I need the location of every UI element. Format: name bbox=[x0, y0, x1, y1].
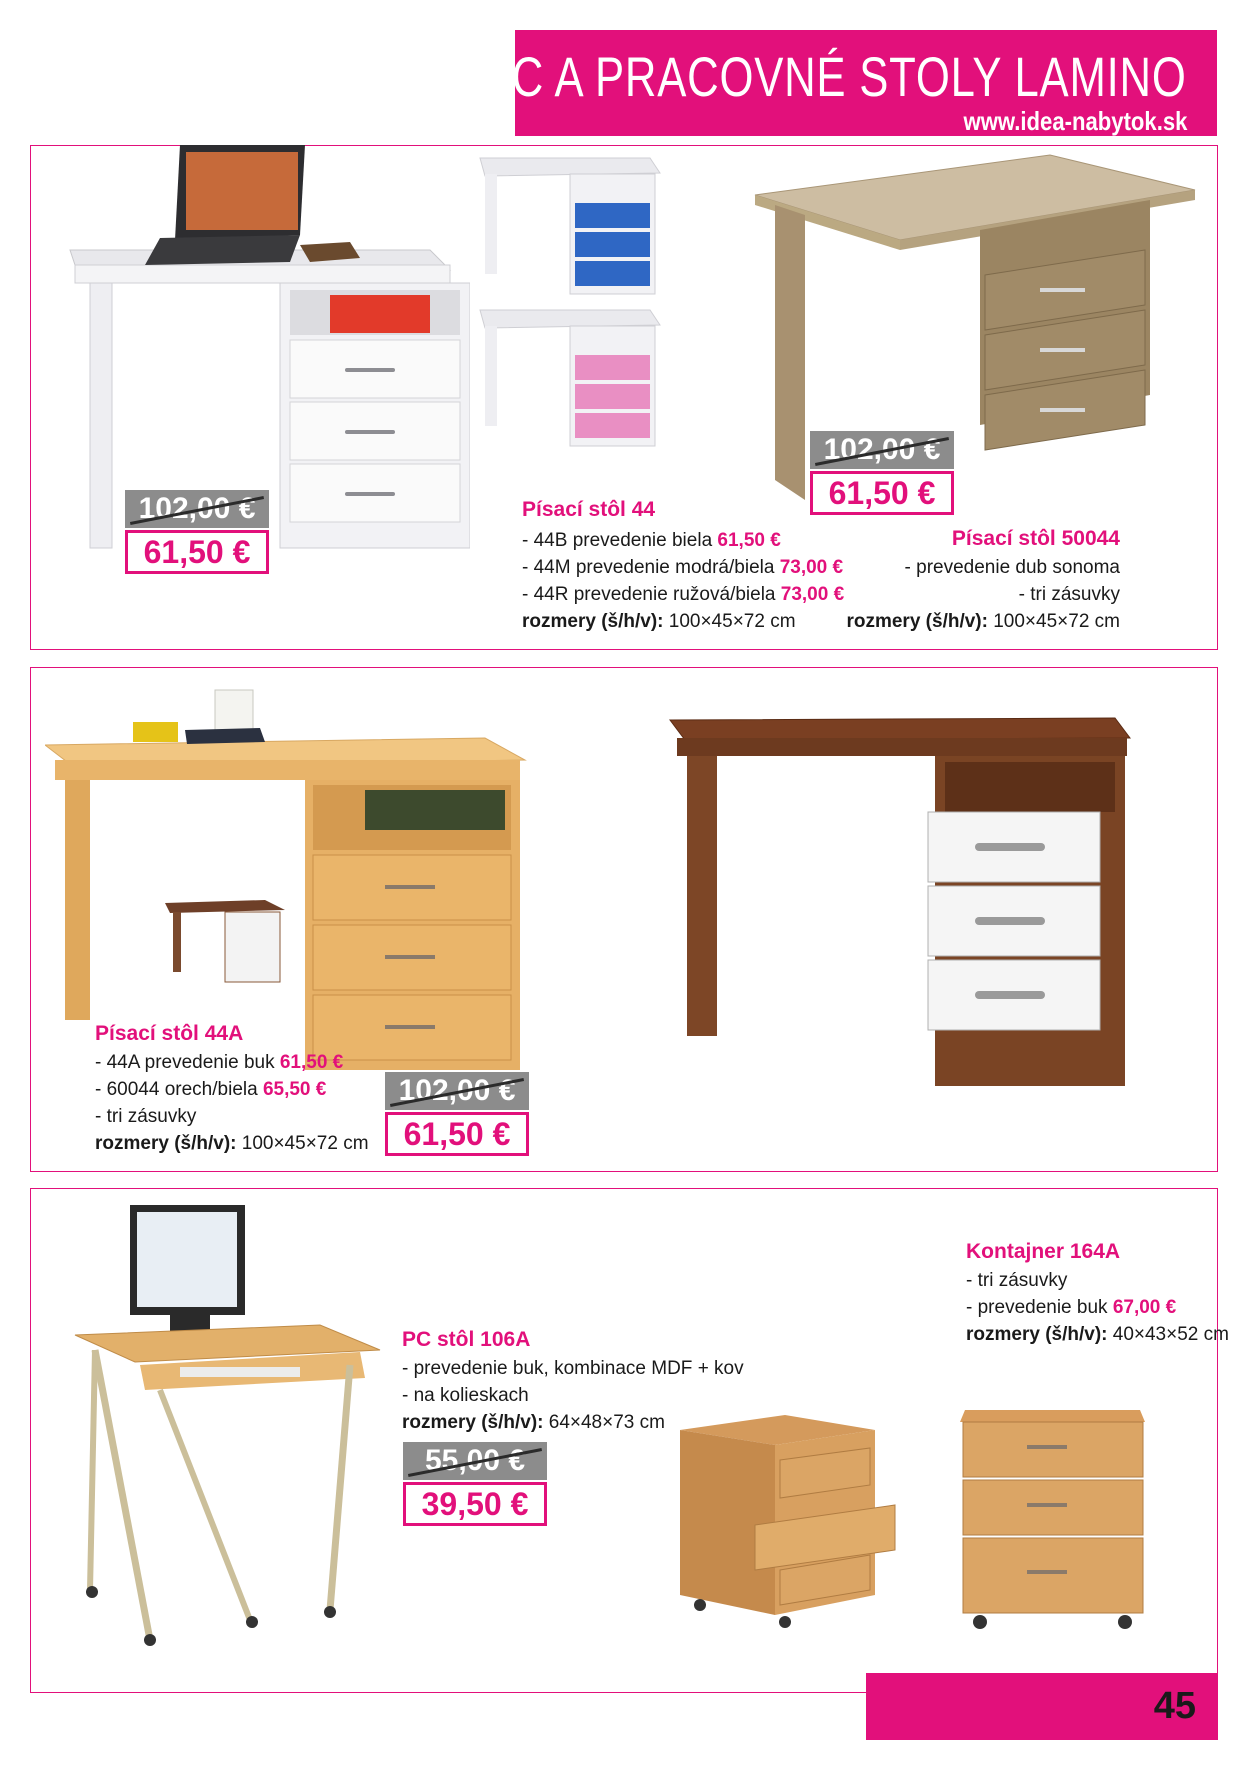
pc-desk-106a-image bbox=[70, 1200, 390, 1650]
wheels-106a: - na kolieskach bbox=[402, 1385, 529, 1406]
old-price: 102,00 € bbox=[385, 1072, 529, 1110]
page-title: PC A PRACOVNÉ STOLY LAMINO bbox=[482, 45, 1187, 108]
product-title-106a: PC stôl 106A bbox=[402, 1328, 531, 1351]
website-link[interactable]: www.idea-nabytok.sk bbox=[963, 106, 1187, 136]
finish-50044: - prevedenie dub sonoma bbox=[904, 557, 1120, 578]
drawers-50044: - tri zásuvky bbox=[1018, 584, 1120, 605]
product-title-44a: Písací stôl 44A bbox=[95, 1022, 244, 1045]
container-164a-closed-image bbox=[955, 1400, 1155, 1640]
dimensions-44: rozmery (š/h/v): 100×45×72 cm bbox=[522, 611, 796, 632]
desk-44a-image bbox=[45, 670, 535, 1080]
container-164a-open-image bbox=[675, 1410, 905, 1630]
dimensions-44a: rozmery (š/h/v): 100×45×72 cm bbox=[95, 1133, 369, 1154]
product-title-164a: Kontajner 164A bbox=[966, 1240, 1121, 1263]
drawers-44a: - tri zásuvky bbox=[95, 1106, 197, 1127]
new-price: 61,50 € bbox=[810, 471, 954, 515]
page-number: 45 bbox=[1153, 1685, 1196, 1727]
desk-44-pink-image bbox=[475, 300, 665, 450]
variant-60044: - 60044 orech/biela 65,50 € bbox=[95, 1079, 327, 1100]
dimensions-50044: rozmery (š/h/v): 100×45×72 cm bbox=[846, 611, 1120, 632]
variant-44a: - 44A prevedenie buk 61,50 € bbox=[95, 1052, 344, 1073]
variant-44r: - 44R prevedenie ružová/biela 73,00 € bbox=[522, 584, 845, 605]
finish-164a: - prevedenie buk 67,00 € bbox=[966, 1297, 1177, 1318]
new-price: 39,50 € bbox=[403, 1482, 547, 1526]
product-title-50044: Písací stôl 50044 bbox=[951, 527, 1120, 550]
variant-44b: - 44B prevedenie biela 61,50 € bbox=[522, 530, 781, 551]
finish-106a: - prevedenie buk, kombinace MDF + kov bbox=[402, 1358, 744, 1379]
price-tag-44 bbox=[125, 490, 269, 574]
dimensions-164a: rozmery (š/h/v): 40×43×52 cm bbox=[966, 1324, 1229, 1345]
old-price: 102,00 € bbox=[810, 431, 954, 469]
price-tag-50044 bbox=[810, 431, 954, 515]
old-price: 55,00 € bbox=[403, 1442, 547, 1480]
price-tag-44a bbox=[385, 1072, 529, 1156]
desk-44-blue-image bbox=[475, 148, 665, 298]
dimensions-106a: rozmery (š/h/v): 64×48×73 cm bbox=[402, 1412, 665, 1433]
old-price: 102,00 € bbox=[125, 490, 269, 528]
price-tag-106a bbox=[403, 1442, 547, 1526]
desk-60044-walnut-image bbox=[665, 710, 1135, 1095]
page-header bbox=[482, 30, 1217, 136]
new-price: 61,50 € bbox=[385, 1112, 529, 1156]
variant-44m: - 44M prevedenie modrá/biela 73,00 € bbox=[522, 557, 844, 578]
product-title-44: Písací stôl 44 bbox=[522, 498, 656, 521]
new-price: 61,50 € bbox=[125, 530, 269, 574]
page-number-block bbox=[866, 1673, 1218, 1740]
drawers-164a: - tri zásuvky bbox=[966, 1270, 1068, 1291]
